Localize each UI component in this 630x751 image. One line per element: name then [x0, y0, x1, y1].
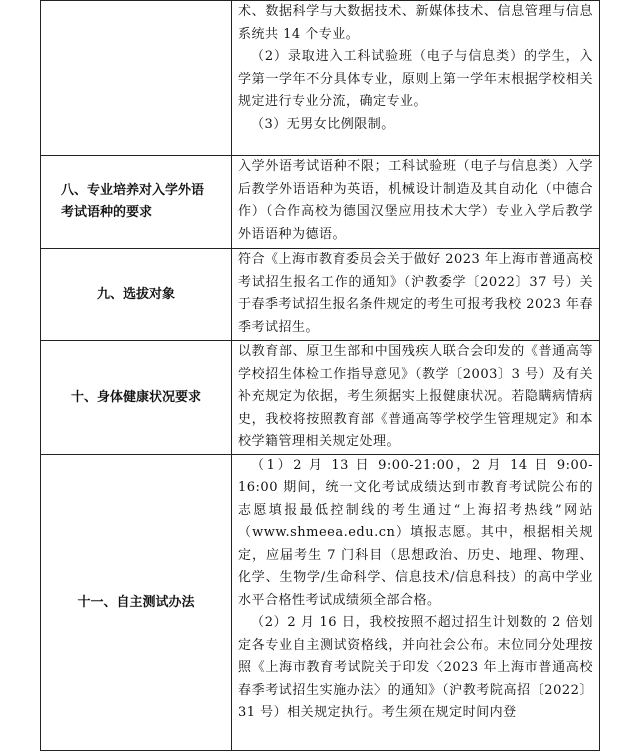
- row-content-cell: [232, 249, 600, 341]
- table-row: [41, 249, 600, 341]
- row-label-cell: [41, 249, 232, 341]
- row-label: 十、身体健康状况要求: [70, 389, 201, 405]
- admission-rules-table: [40, 0, 600, 751]
- row-content-cell: [232, 454, 600, 750]
- paragraph: 术、数据科学与大数据技术、新媒体技术、信息管理与信息系统共 14 个专业。: [238, 4, 593, 42]
- paragraph: 以教育部、原卫生部和中国残疾人联合会印发的《普通高等学校招生体检工作指导意见》（教学〔2003〕3 号）及有关补充规定为依据，考生须据实上报健康状况。若隐瞒病情病史，我校将按照教育部《普通高等学校学生管理规定》和本校学籍管理相关规定处理。: [238, 344, 593, 449]
- table-row: [41, 1, 600, 156]
- row-label: 八、专业培养对入学外语考试语种的要求: [61, 183, 205, 220]
- row-label-cell: [41, 156, 232, 249]
- paragraph: （3）无男女比例限制。: [251, 116, 395, 132]
- row-label: 九、选拔对象: [96, 287, 175, 302]
- paragraph: （1）2 月 13 日 9:00-21:00，2 月 14 日 9:00-16:00 期间，统一文化考试成绩达到市教育考试院公布的志愿填报最低控制线的考生通过“上海招考热线”网站（www.shmeea.edu.cn）填报志愿。其中，根据相关规定，应届考生 7 门科目（思想政治、历史、地理、物理、化学、生物学/生命科学、信息技术/信息科技）的高中学业水平合格性考试成绩须全部合格。: [238, 457, 593, 608]
- row-content-cell: [232, 1, 600, 156]
- row-label-cell: [41, 454, 232, 750]
- paragraph: （2）录取进入工科试验班（电子与信息类）的学生，入学第一学年不分具体专业，原则上第一学年末根据学校相关规定进行专业分流，确定专业。: [238, 49, 593, 109]
- paragraph: 符合《上海市教育委员会关于做好 2023 年上海市普通高校考试招生报名工作的通知》（沪教委学〔2022〕37 号）关于春季考试招生报名条件规定的考生可报考我校 2023 年春季考试招生。: [238, 252, 593, 335]
- paragraph: （2）2 月 16 日，我校按照不超过招生计划数的 2 倍划定各专业自主测试资格线，并向社会公布。末位同分处理按照《上海市教育考试院关于印发〈2023 年上海市普通高校春季考试招生实施办法〉的通知》（沪教考院高招〔2022〕31 号）相关规定执行。考生须在规定时间内登: [238, 615, 593, 720]
- row-content-cell: [232, 156, 600, 249]
- row-label: 十一、自主测试办法: [77, 594, 195, 610]
- table-row: [41, 454, 600, 750]
- table-row: [41, 341, 600, 455]
- table-row: [41, 156, 600, 249]
- row-label-cell: [41, 1, 232, 156]
- row-content-cell: [232, 341, 600, 455]
- paragraph: 入学外语考试语种不限；工科试验班（电子与信息类）入学后教学外语语种为英语，机械设计制造及其自动化（中德合作）（合作高校为德国汉堡应用技术大学）专业入学后教学外语语种为德语。: [238, 159, 593, 242]
- row-label-cell: [41, 341, 232, 455]
